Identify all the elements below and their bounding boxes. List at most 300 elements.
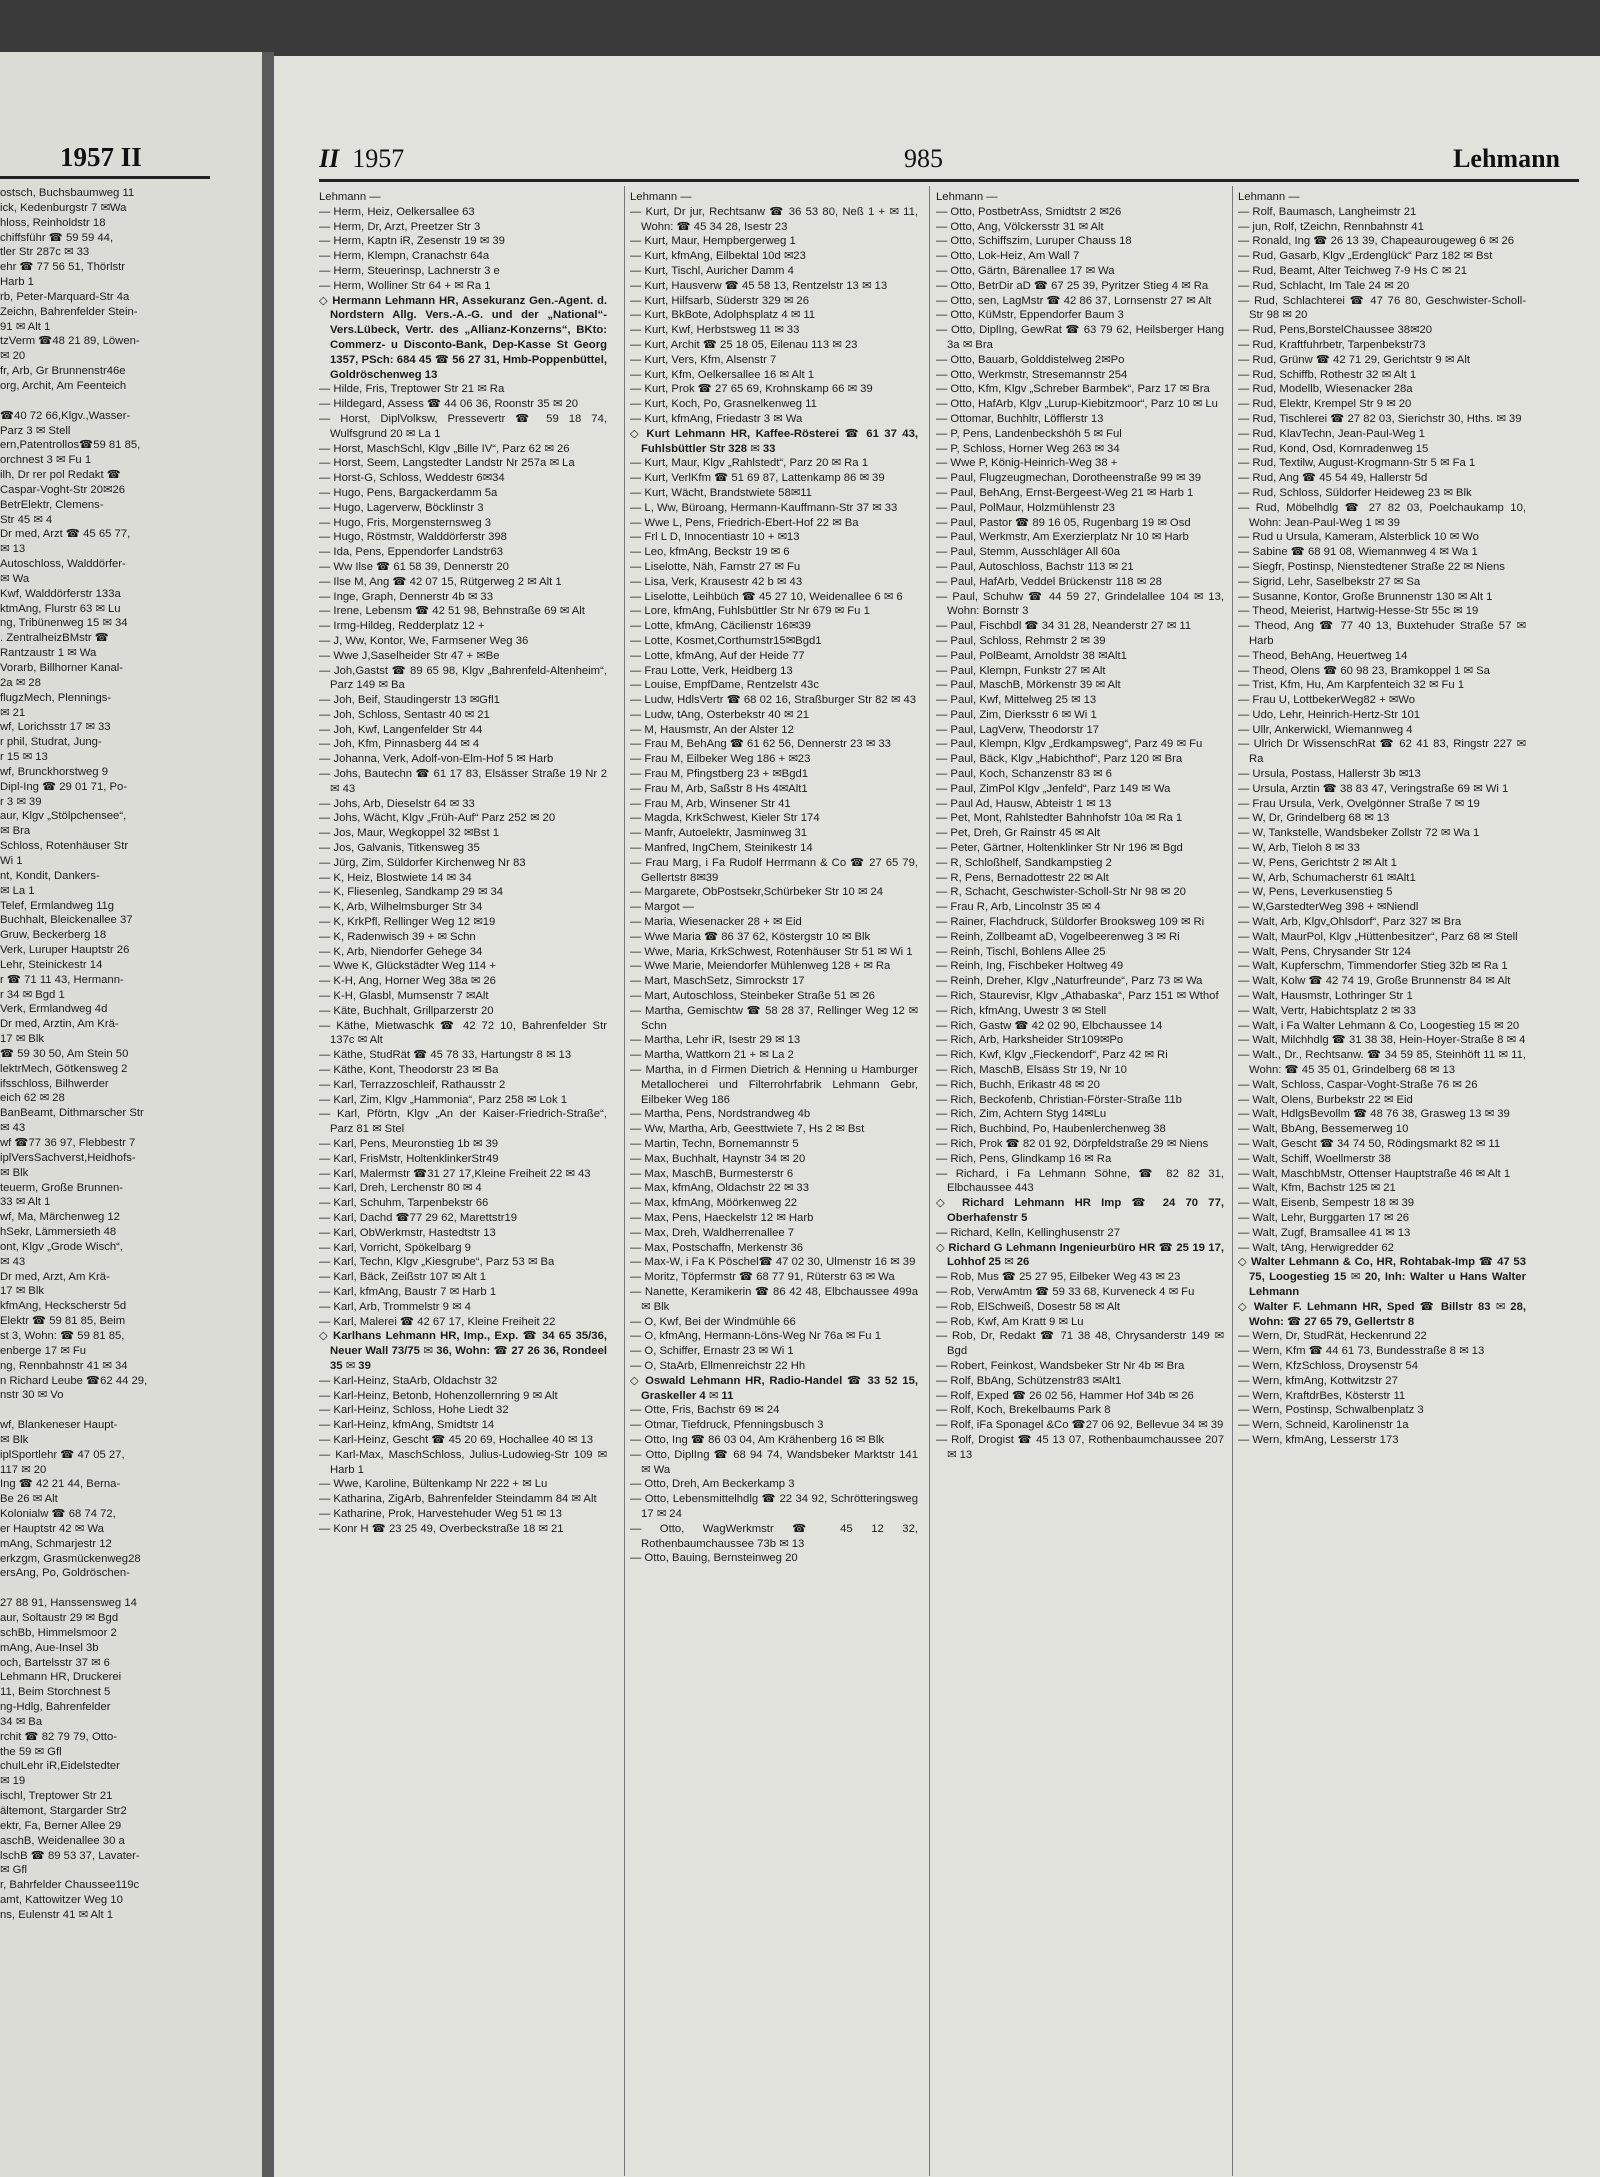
directory-entry: — Otto, BetrDir aD ☎ 67 25 39, Pyritzer Stieg 4 ✉ Ra	[936, 279, 1209, 292]
left-text-line: Str 45 ✉ 4	[0, 513, 53, 526]
directory-entry: — Louise, EmpfDame, Rentzelstr 43c	[630, 679, 819, 692]
directory-entry: — Martha, in d Firmen Dietrich & Henning u Hamburger Metallocherei und Filterrohrfabrik Lehmann Gebr, Eilbeker Weg 186	[630, 1064, 918, 1106]
directory-entry: ◇ Walter Lehmann & Co, HR, Rohtabak-Imp ☎ 47 53 75, Loogestieg 15 ✉ 20, Inh: Walter u Hans Walter Lehmann	[1238, 1256, 1526, 1298]
directory-entry: — Wern, KfzSchloss, Droysenstr 54	[1238, 1359, 1418, 1372]
directory-entry: — Herm, Klempn, Cranachstr 64a	[319, 250, 490, 263]
directory-entry: — Karl, Arb, Trommelstr 9 ✉ 4	[319, 1300, 471, 1313]
directory-entry: — Frau M, Pfingstberg 23 + ✉Bgd1	[630, 768, 809, 781]
directory-entry: — Otto, Kfm, Klgv „Schreber Barmbek“, Parz 17 ✉ Bra	[936, 383, 1210, 396]
left-text-line: Ing ☎ 42 21 44, Berna-	[0, 1478, 121, 1491]
directory-entry: — Walt, Hausmstr, Lothringer Str 1	[1238, 990, 1413, 1003]
listing-column-4	[1238, 190, 1526, 1448]
directory-entry: — Karl, ObWerkmstr, Hastedtstr 13	[319, 1226, 496, 1239]
directory-entry: — Horst, DiplVolksw, Pressevertr ☎ 59 18 74, Wulfsgrund 20 ✉ La 1	[319, 412, 607, 440]
left-text-line: Caspar-Voght-Str 20✉26	[0, 483, 126, 496]
left-text-line: ältemont, Stargarder Str2	[0, 1804, 127, 1817]
directory-entry: — W, Pens, Leverkusenstieg 5	[1238, 886, 1393, 899]
left-text-line: org, Archit, Am Feenteich	[0, 379, 127, 392]
book-gutter	[262, 52, 274, 2177]
directory-entry: — Otto, Werkmstr, Stresemannstr 254	[936, 368, 1128, 381]
left-text-line: r ☎ 71 11 43, Hermann-	[0, 973, 124, 986]
left-text-line: fr, Arb, Gr Brunnenstr46e	[0, 365, 126, 378]
left-text-line: ✉ 13	[0, 543, 26, 556]
directory-entry: — Irmg-Hildeg, Redderplatz 12 +	[319, 620, 485, 633]
directory-entry: — Karl, Dachd ☎77 29 62, Marettstr19	[319, 1211, 518, 1224]
directory-entry: — Rolf, iFa Sponagel &Co ☎27 06 92, Bellevue 34 ✉ 39	[936, 1419, 1224, 1432]
left-text-line: hSekr, Lämmersieth 48	[0, 1226, 117, 1239]
directory-entry: — Frau M, Eilbeker Weg 186 + ✉23	[630, 753, 811, 766]
directory-entry: — Paul, Schloss, Rehmstr 2 ✉ 39	[936, 634, 1106, 647]
directory-entry: — Johs, Bautechn ☎ 61 17 83, Elsässer Straße 19 Nr 2 ✉ 43	[319, 768, 607, 795]
left-text-line: . ZentralheizBMstr ☎	[0, 632, 109, 645]
directory-entry: — Kurt, Kwf, Herbstsweg 11 ✉ 33	[630, 324, 800, 337]
left-text-line: Autoschloss, Walddörfer-	[0, 558, 126, 571]
directory-entry: — Wern, Kfm ☎ 44 61 73, Bundesstraße 8 ✉ 13	[1238, 1345, 1485, 1358]
directory-entry: — Paul, LagVerw, Theodorstr 17	[936, 723, 1100, 736]
directory-entry: — Kurt, kfmAng, Friedastr 3 ✉ Wa	[630, 412, 803, 425]
directory-entry: — Wern, Schneid, Karolinenstr 1a	[1238, 1419, 1409, 1432]
running-surname: Lehmann	[1453, 144, 1560, 173]
directory-entry: — Otto, Dreh, Am Beckerkamp 3	[630, 1478, 795, 1491]
directory-entry: — Rob, Mus ☎ 25 27 95, Eilbeker Weg 43 ✉ 23	[936, 1271, 1181, 1284]
left-text-line: ✉ La 1	[0, 884, 35, 897]
directory-entry: — Paul, Flugzeugmechan, Dorotheenstraße 99 ✉ 39	[936, 472, 1202, 485]
directory-entry: — Sabine ☎ 68 91 08, Wiemannweg 4 ✉ Wa 1	[1238, 546, 1478, 559]
directory-entry: — Walt, Zugf, Bramsallee 41 ✉ 13	[1238, 1226, 1411, 1239]
left-text-line: Telef, Ermlandweg 11g	[0, 899, 115, 912]
left-text-line: nstr 30 ✉ Vo	[0, 1389, 64, 1402]
directory-entry: — Udo, Lehr, Heinrich-Hertz-Str 101	[1238, 708, 1421, 721]
left-text-line: Kwf, Walddörferstr 133a	[0, 587, 121, 600]
directory-entry: — Karl, Dreh, Lerchenstr 80 ✉ 4	[319, 1182, 482, 1195]
directory-entry: — R, Pens, Bernadottestr 22 ✉ Alt	[936, 871, 1109, 884]
directory-entry: — Kurt, Hausverw ☎ 45 58 13, Rentzelstr 13 ✉ 13	[630, 279, 888, 292]
directory-entry: — Ottomar, Buchhltr, Löfflerstr 13	[936, 412, 1104, 425]
directory-entry: — Richard, i Fa Lehmann Söhne, ☎ 82 82 31, Elbchaussee 443	[936, 1167, 1224, 1195]
directory-entry: — Theod, BehAng, Heuertweg 14	[1238, 649, 1408, 662]
directory-entry: — Rud, Tischlerei ☎ 27 82 03, Sierichstr 30, Hths. ✉ 39	[1238, 412, 1522, 425]
directory-entry: — Otto, Ang, Völckersstr 31 ✉ Alt	[936, 220, 1104, 233]
column-head: Lehmann —	[319, 191, 381, 203]
directory-entry: — Johs, Wächt, Klgv „Früh-Auf“ Parz 252 ✉ 20	[319, 812, 556, 825]
directory-entry: — Paul, BehAng, Ernst-Bergeest-Weg 21 ✉ Harb 1	[936, 486, 1194, 499]
left-page-header: 1957 II	[60, 142, 142, 172]
directory-entry: — W, Arb, Schumacherstr 61 ✉Alt1	[1238, 871, 1416, 884]
left-text-line: och, Bartelsstr 37 ✉ 6	[0, 1656, 110, 1669]
left-text-line: 2a ✉ 28	[0, 676, 41, 689]
year: 1957	[352, 144, 405, 173]
directory-entry: — Otto, Gärtn, Bärenallee 17 ✉ Wa	[936, 264, 1115, 277]
directory-entry: — Frau Lotte, Verk, Heidberg 13	[630, 664, 793, 677]
left-text-line: Rantzaustr 1 ✉ Wa	[0, 647, 97, 660]
directory-entry: — Wwe Marie, Meiendorfer Mühlenweg 128 + ✉ Ra	[630, 960, 891, 973]
directory-entry: — Irene, Lebensm ☎ 42 51 98, Behnstraße 69 ✉ Alt	[319, 605, 585, 618]
left-text-line: rchit ☎ 82 79 79, Otto-	[0, 1730, 118, 1743]
directory-entry: — Manfred, IngChem, Steinikestr 14	[630, 842, 813, 855]
directory-entry: — Johs, Arb, Dieselstr 64 ✉ 33	[319, 797, 475, 810]
left-text-line: Verk, Luruper Hauptstr 26	[0, 944, 130, 957]
left-page-text	[0, 186, 208, 1923]
directory-entry: — Rud, Möbelhdlg ☎ 27 82 03, Poelchaukamp 10, Wohn: Jean-Paul-Weg 1 ✉ 39	[1238, 501, 1526, 529]
left-text-line: Parz 3 ✉ Stell	[0, 424, 71, 437]
directory-entry: — Karl, kfmAng, Baustr 7 ✉ Harb 1	[319, 1285, 497, 1298]
left-text-line: ✉ 19	[0, 1775, 26, 1788]
directory-entry: — Frau M, Arb, Saßstr 8 Hs 4✉Alt1	[630, 782, 808, 795]
left-text-line: 17 ✉ Blk	[0, 1033, 45, 1046]
directory-entry: — Lotte, Kosmet,Corthumstr15✉Bgd1	[630, 634, 822, 647]
directory-entry: — Reinh, Dreher, Klgv „Naturfreunde“, Parz 73 ✉ Wa	[936, 975, 1203, 988]
left-text-line: chulLehr iR,Eidelstedter	[0, 1760, 120, 1773]
column-head: Lehmann —	[936, 191, 998, 203]
directory-entry: — Otto, Lok-Heiz, Am Wall 7	[936, 250, 1080, 263]
directory-entry: — Walt, Vertr, Habichtsplatz 2 ✉ 33	[1238, 1004, 1416, 1017]
directory-entry: — Paul, PolMaur, Holzmühlenstr 23	[936, 501, 1115, 514]
directory-entry: — K, Radenwisch 39 + ✉ Schn	[319, 930, 476, 943]
left-text-line: r phil, Studrat, Jung-	[0, 736, 102, 749]
left-text-line: Lehr, Steinickestr 14	[0, 958, 103, 971]
directory-entry: — Robert, Feinkost, Wandsbeker Str Nr 4b ✉ Bra	[936, 1359, 1185, 1372]
directory-entry: — Walt, Olens, Burbekstr 22 ✉ Eid	[1238, 1093, 1413, 1106]
directory-entry: — Joh, Schloss, Sentastr 40 ✉ 21	[319, 708, 490, 721]
directory-entry: — Moritz, Töpfermstr ☎ 68 77 91, Rüterstr 63 ✉ Wa	[630, 1271, 895, 1284]
directory-entry: — Käthe, StudRät ☎ 45 78 33, Hartungstr 8 ✉ 13	[319, 1049, 572, 1062]
directory-entry: — Kurt, Archit ☎ 25 18 05, Eilenau 113 ✉ 23	[630, 338, 858, 351]
left-text-line: ✉ Blk	[0, 1433, 29, 1446]
left-text-line: ✉ Blk	[0, 1166, 29, 1179]
left-text-line: ischl, Treptower Str 21	[0, 1790, 113, 1803]
directory-entry: — Kurt, Kfm, Oelkersallee 16 ✉ Alt 1	[630, 368, 815, 381]
directory-entry: — Walt, Schiff, Woellmerstr 38	[1238, 1152, 1391, 1165]
directory-entry: — Karl, Terrazzoschleif, Rathausstr 2	[319, 1078, 506, 1091]
directory-entry: — Rud, Beamt, Alter Teichweg 7-9 Hs C ✉ 21	[1238, 264, 1468, 277]
left-text-line: ☎40 72 66,Klgv.,Wasser-	[0, 409, 131, 422]
directory-entry: — Ursula, Arztin ☎ 38 83 47, Veringstraße 69 ✉ Wi 1	[1238, 782, 1509, 795]
directory-entry: — Joh, Kfm, Pinnasberg 44 ✉ 4	[319, 738, 480, 751]
left-text-line: ✉ 43	[0, 1255, 26, 1268]
directory-entry: ◇ Hermann Lehmann HR, Assekuranz Gen.-Agent. d. Nordstern Allg. Vers.-A.-G. und der „National“-Vers.Lübeck, Vertr. des „Allianz-Konzerns“, BKto: Commerz- u Disconto-Bank, Dep-Kasse St Georg 1357, PSch: 684 45 ☎ 56 27 31, Hmb-Poppenbüttel, Goldröschenweg 13	[319, 294, 607, 381]
left-text-line: rb, Peter-Marquard-Str 4a	[0, 290, 130, 303]
directory-entry: — Rob, VerwAmtm ☎ 59 33 68, Kurveneck 4 ✉ Fu	[936, 1285, 1195, 1298]
left-text-line: BanBeamt, Dithmarscher Str	[0, 1107, 144, 1120]
directory-entry: — Kurt, Tischl, Auricher Damm 4	[630, 264, 794, 277]
directory-entry: — Walt, Arb, Klgv„Ohlsdorf“, Parz 327 ✉ Bra	[1238, 916, 1462, 929]
directory-entry: — Käthe, Kont, Theodorstr 23 ✉ Ba	[319, 1064, 499, 1077]
directory-entry: — Kurt, Maur, Hempbergerweg 1	[630, 235, 796, 248]
directory-entry: — Rich, MaschB, Elsäss Str 19, Nr 10	[936, 1064, 1127, 1077]
left-text-line: iplVersSachverst,Heidhofs-	[0, 1151, 136, 1164]
directory-entry: — Walt, Lehr, Burggarten 17 ✉ 26	[1238, 1211, 1410, 1224]
directory-entry: — J, Ww, Kontor, We, Farmsener Weg 36	[319, 634, 529, 647]
directory-entry: — Rob, Dr, Redakt ☎ 71 38 48, Chrysanderstr 149 ✉ Bgd	[936, 1330, 1224, 1358]
directory-entry: — Ww Ilse ☎ 61 58 39, Dennerstr 20	[319, 560, 509, 573]
directory-entry: — Kurt, VerlKfm ☎ 51 69 87, Lattenkamp 86 ✉ 39	[630, 472, 885, 485]
directory-entry: — Paul Ad, Hausw, Abteistr 1 ✉ 13	[936, 797, 1112, 810]
left-text-line: wf, Blankeneser Haupt-	[0, 1419, 118, 1432]
left-text-line: wf, Lorichsstr 17 ✉ 33	[0, 721, 111, 734]
directory-entry: — Otto, DiplIng, GewRat ☎ 63 79 62, Heilsberger Hang 3a ✉ Bra	[936, 324, 1224, 351]
left-text-line	[0, 1403, 208, 1418]
directory-entry: — Paul, Klempn, Klgv „Erdkampsweg“, Parz 49 ✉ Fu	[936, 738, 1203, 751]
left-text-line: erkzgm, Grasmückenweg28	[0, 1552, 141, 1565]
left-text-line: Dr med, Arzt ☎ 45 65 77,	[0, 528, 131, 541]
directory-entry: — K, Arb, Niendorfer Gehege 34	[319, 945, 483, 958]
directory-entry: — Wwe P, König-Heinrich-Weg 38 +	[936, 457, 1118, 470]
left-text-line: ng, Tribünenweg 15 ✉ 34	[0, 617, 128, 630]
directory-entry: — W, Dr, Grindelberg 68 ✉ 13	[1238, 812, 1390, 825]
directory-entry: — Jos, Maur, Wegkoppel 32 ✉Bst 1	[319, 827, 500, 840]
directory-entry: — Otto, PostbetrAss, Smidtstr 2 ✉26	[936, 205, 1122, 218]
column-divider	[624, 186, 625, 2176]
left-text-line: Vorarb, Billhorner Kanal-	[0, 662, 124, 674]
left-text-line: amt, Kattowitzer Weg 10	[0, 1894, 123, 1907]
left-text-line: iplSportlehr ☎ 47 05 27,	[0, 1448, 125, 1461]
directory-entry: — Martha, Gemischtw ☎ 58 28 37, Rellinger Weg 12 ✉ Schn	[630, 1004, 918, 1032]
directory-entry: — Lore, kfmAng, Fuhlsbüttler Str Nr 679 ✉ Fu 1	[630, 605, 870, 618]
left-text-line: 17 ✉ Blk	[0, 1285, 45, 1298]
left-text-line: hloss, Reinholdstr 18	[0, 216, 106, 229]
directory-entry: — Otto, sen, LagMstr ☎ 42 86 37, Lornsenstr 27 ✉ Alt	[936, 294, 1212, 307]
left-text-line: Dr med, Arztin, Am Krä-	[0, 1018, 119, 1031]
left-text-line: ifsschloss, Bilhwerder	[0, 1077, 109, 1090]
directory-entry: — Lisa, Verk, Krausestr 42 b ✉ 43	[630, 575, 803, 588]
directory-entry: — Paul, Autoschloss, Bachstr 113 ✉ 21	[936, 560, 1134, 573]
left-text-line: st 3, Wohn: ☎ 59 81 85,	[0, 1329, 125, 1342]
directory-entry: — Walt, tAng, Herwigredder 62	[1238, 1241, 1394, 1254]
directory-entry: — K-H, Ang, Horner Weg 38a ✉ 26	[319, 975, 496, 988]
left-text-line: ersAng, Po, Goldröschen-	[0, 1567, 130, 1580]
directory-entry: — O, kfmAng, Hermann-Löns-Weg Nr 76a ✉ Fu 1	[630, 1330, 881, 1343]
left-text-line: lschB ☎ 89 53 37, Lavater-	[0, 1849, 140, 1862]
directory-entry: — Rud, Textilw, August-Krogmann-Str 5 ✉ Fa 1	[1238, 457, 1476, 470]
directory-entry: — Rich, Beckofenb, Christian-Förster-Straße 11b	[936, 1093, 1182, 1106]
directory-entry: — Hugo, Lagerverw, Böcklinstr 3	[319, 501, 484, 514]
left-text-line: ns, Eulenstr 41 ✉ Alt 1	[0, 1908, 114, 1921]
left-text-line: r, Bahrfelder Chaussee119c	[0, 1879, 140, 1892]
directory-entry: ◇ Richard G Lehmann Ingenieurbüro HR ☎ 25 19 17, Lohhof 25 ✉ 26	[936, 1241, 1224, 1269]
left-text-line: BetrElektr, Clemens-	[0, 498, 104, 511]
left-text-line: enberge 17 ✉ Fu	[0, 1344, 87, 1357]
directory-entry: — Joh,Gastst ☎ 89 65 98, Klgv „Bahrenfeld-Altenheim“, Parz 149 ✉ Ba	[319, 664, 607, 692]
directory-entry: — Theod, Olens ☎ 60 98 23, Bramkoppel 1 ✉ Sa	[1238, 664, 1490, 677]
directory-entry: — Frau U, LottbekerWeg82 + ✉Wo	[1238, 694, 1416, 707]
directory-entry: — Rud, Pens,BorstelChaussee 38✉20	[1238, 324, 1433, 337]
directory-entry: — Rolf, Exped ☎ 26 02 56, Hammer Hof 34b ✉ 26	[936, 1389, 1194, 1402]
left-text-line: ektr, Fa, Berner Allee 29	[0, 1819, 122, 1832]
page-number: 985	[904, 144, 943, 173]
directory-entry: — R, Schacht, Geschwister-Scholl-Str Nr 98 ✉ 20	[936, 886, 1186, 899]
directory-entry: — Wern, KraftdrBes, Kösterstr 11	[1238, 1389, 1406, 1402]
left-text-line: ern,Patentrollos☎59 81 85,	[0, 439, 141, 452]
directory-entry: — Paul, Schuhw ☎ 44 59 27, Grindelallee 104 ✉ 13, Wohn: Bornstr 3	[936, 590, 1224, 618]
directory-entry: ◇ Oswald Lehmann HR, Radio-Handel ☎ 33 52 15, Graskeller 4 ✉ 11	[630, 1374, 918, 1402]
directory-entry: — Rich, Arb, Harksheider Str109✉Po	[936, 1034, 1124, 1047]
left-text-line	[0, 1581, 208, 1596]
directory-entry: — Walt, MaurPol, Klgv „Hüttenbesitzer“, Parz 68 ✉ Stell	[1238, 930, 1518, 943]
left-text-line: 27 88 91, Hanssensweg 14	[0, 1597, 137, 1610]
directory-entry: — Frl L D, Innocentiastr 10 + ✉13	[630, 531, 800, 544]
directory-entry: — Margot —	[630, 901, 695, 914]
directory-entry: — Karl, Schuhm, Tarpenbekstr 66	[319, 1197, 489, 1210]
left-text-line: nt, Kondit, Dankers-	[0, 869, 100, 882]
directory-entry: — Ronald, Ing ☎ 26 13 39, Chapeaurougeweg 6 ✉ 26	[1238, 235, 1515, 248]
directory-entry: — Wwe, Maria, KrkSchwest, Rotenhäuser Str 51 ✉ Wi 1	[630, 945, 913, 958]
left-text-line: aur, Klgv „Stölpchensee“,	[0, 810, 127, 823]
directory-entry: — Karl, Pens, Meuronstieg 1b ✉ 39	[319, 1138, 499, 1150]
directory-entry: ◇ Walter F. Lehmann HR, Sped ☎ Billstr 83 ✉ 28, Wohn: ☎ 27 65 79, Gellertstr 8	[1238, 1300, 1526, 1328]
directory-entry: — Rud, Elektr, Krempel Str 9 ✉ 20	[1238, 398, 1412, 411]
directory-entry: — W, Tankstelle, Wandsbeker Zollstr 72 ✉ Wa 1	[1238, 827, 1480, 840]
directory-entry: — Leo, kfmAng, Beckstr 19 ✉ 6	[630, 546, 790, 559]
directory-entry: — Max, Postschaffn, Merkenstr 36	[630, 1241, 804, 1254]
left-text-line: chiffsführ ☎ 59 59 44,	[0, 231, 114, 244]
directory-entry: — Walt., Dr., Rechtsanw. ☎ 34 59 85, Steinhöft 11 ✉ 11, Wohn: ☎ 45 35 01, Grindelberg 68 ✉ 13	[1238, 1049, 1526, 1077]
directory-entry: — Kurt, BkBote, Adolphsplatz 4 ✉ 11	[630, 309, 816, 322]
directory-entry: — Rolf, Drogist ☎ 45 13 07, Rothenbaumchaussee 207 ✉ 13	[936, 1433, 1224, 1461]
directory-entry: — O, Schiffer, Ernastr 23 ✉ Wi 1	[630, 1345, 794, 1358]
left-text-line: ehr ☎ 77 56 51, Thörlstr	[0, 261, 126, 274]
directory-entry: — Karl-Heinz, kfmAng, Smidtstr 14	[319, 1419, 495, 1432]
directory-entry: — Herm, Heiz, Oelkersallee 63	[319, 205, 475, 218]
directory-entry: — Rich, Buchh, Erikastr 48 ✉ 20	[936, 1078, 1100, 1091]
directory-entry: — Frau R, Arb, Lincolnstr 35 ✉ 4	[936, 901, 1101, 914]
directory-entry: — Mart, MaschSetz, Simrockstr 17	[630, 975, 805, 988]
directory-entry: — Horst-G, Schloss, Weddestr 6✉34	[319, 472, 505, 485]
directory-entry: — Paul, Werkmstr, Am Exerzierplatz Nr 10 ✉ Harb	[936, 531, 1189, 544]
directory-entry: — Paul, PolBeamt, Arnoldstr 38 ✉Alt1	[936, 649, 1127, 662]
directory-entry: — Rud, Modellb, Wiesenacker 28a	[1238, 383, 1413, 396]
left-text-line: ick, Kedenburgstr 7 ✉Wa	[0, 201, 127, 214]
directory-entry: — Käte, Buchhalt, Grillparzerstr 20	[319, 1004, 494, 1017]
listing-column-3	[936, 190, 1224, 1463]
directory-entry: — Hildegard, Assess ☎ 44 06 36, Roonstr 35 ✉ 20	[319, 398, 579, 411]
directory-entry: — Rob, ElSchweiß, Dosestr 58 ✉ Alt	[936, 1300, 1121, 1313]
directory-entry: — Rud, Kraftfuhrbetr, Tarpenbekstr73	[1238, 338, 1426, 351]
directory-entry: — Rolf, BbAng, Schützenstr83 ✉Alt1	[936, 1374, 1122, 1387]
directory-entry: — Joh, Beif, Staudingerstr 13 ✉Gfl1	[319, 694, 500, 707]
directory-entry: — Rud, Kond, Osd, Kornradenweg 15	[1238, 442, 1429, 455]
directory-entry: — P, Schloss, Horner Weg 263 ✉ 34	[936, 442, 1120, 455]
directory-entry: — Paul, Fischbdl ☎ 34 31 28, Neanderstr 27 ✉ 11	[936, 620, 1192, 633]
directory-entry: — Ludw, HdlsVertr ☎ 68 02 16, Straßburger Str 82 ✉ 43	[630, 694, 917, 707]
directory-entry: — Rob, Kwf, Am Kratt 9 ✉ Lu	[936, 1315, 1084, 1328]
directory-entry: — Otto, Bauarb, Golddistelweg 2✉Po	[936, 353, 1125, 366]
directory-entry: — Katharina, ZigArb, Bahrenfelder Steindamm 84 ✉ Alt	[319, 1493, 597, 1506]
directory-entry: — Rud, Grünw ☎ 42 71 29, Gerichtstr 9 ✉ Alt	[1238, 353, 1470, 366]
left-text-line: 34 ✉ Ba	[0, 1715, 43, 1728]
directory-entry: — Walt, MaschbMstr, Ottenser Hauptstraße 46 ✉ Alt 1	[1238, 1167, 1511, 1180]
left-text-line: ✉ Gfl	[0, 1864, 28, 1877]
directory-entry: — Joh, Kwf, Langenfelder Str 44	[319, 723, 483, 736]
directory-entry: — Reinh, Tischl, Bohlens Allee 25	[936, 945, 1106, 958]
directory-entry: — Ww, Martha, Arb, Geesttwiete 7, Hs 2 ✉ Bst	[630, 1123, 865, 1136]
directory-entry: — Walt, Eisenb, Sempestr 18 ✉ 39	[1238, 1197, 1415, 1210]
directory-entry: — Rud u Ursula, Kameram, Alsterblick 10 ✉ Wo	[1238, 531, 1479, 544]
directory-entry: — Liselotte, Leihbüch ☎ 45 27 10, Weidenallee 6 ✉ 6	[630, 590, 903, 603]
left-text-line: Gruw, Beckerberg 18	[0, 929, 107, 942]
column-divider	[1232, 186, 1233, 2176]
directory-entry: ◇ Richard Lehmann HR Imp ☎ 24 70 77, Oberhafenstr 5	[936, 1197, 1224, 1224]
left-text-line: tzVerm ☎48 21 89, Löwen-	[0, 335, 140, 348]
directory-entry: — Kurt, Maur, Klgv „Rahlstedt“, Parz 20 ✉ Ra 1	[630, 457, 869, 470]
directory-entry: — Mart, Autoschloss, Steinbeker Straße 51 ✉ 26	[630, 990, 875, 1003]
left-text-line: ✉ Bra	[0, 825, 31, 838]
directory-entry: — Paul, HafArb, Veddel Brückenstr 118 ✉ 28	[936, 575, 1162, 588]
left-text-line: n Richard Leube ☎62 44 29,	[0, 1374, 148, 1387]
left-text-line: mAng, Schmarjestr 12	[0, 1537, 112, 1550]
directory-entry: — Karl-Heinz, StaArb, Oldachstr 32	[319, 1374, 498, 1387]
directory-entry: — Johanna, Verk, Adolf-von-Elm-Hof 5 ✉ Harb	[319, 753, 554, 766]
directory-entry: — Frau Ursula, Verk, Ovelgönner Straße 7 ✉ 19	[1238, 797, 1480, 810]
directory-entry: — Paul, Kwf, Mittelweg 25 ✉ 13	[936, 694, 1097, 707]
directory-entry: — Karl-Heinz, Schloss, Hohe Liedt 32	[319, 1404, 509, 1417]
directory-entry: — Rolf, Koch, Brekelbaums Park 8	[936, 1404, 1111, 1417]
directory-entry: — L, Ww, Büroang, Hermann-Kauffmann-Str 37 ✉ 33	[630, 501, 898, 514]
directory-entry: — Theod, Ang ☎ 77 40 13, Buxtehuder Straße 57 ✉ Harb	[1238, 620, 1526, 647]
left-text-line: kfmAng, Heckscherstr 5d	[0, 1300, 127, 1313]
directory-entry: — Max, Buchhalt, Haynstr 34 ✉ 20	[630, 1152, 806, 1165]
directory-entry: — Siegfr, Postinsp, Nienstedtener Straße 22 ✉ Niens	[1238, 560, 1505, 573]
left-text-line: wf, Ma, Märchenweg 12	[0, 1211, 120, 1224]
left-text-line: Verk, Ermlandweg 4d	[0, 1003, 108, 1016]
directory-entry: — Käthe, Mietwaschk ☎ 42 72 10, Bahrenfelder Str 137c ✉ Alt	[319, 1019, 607, 1047]
directory-entry: — Reinh, Zollbeamt aD, Vogelbeerenweg 3 ✉ Ri	[936, 930, 1180, 943]
directory-entry: — Otto, Ing ☎ 86 03 04, Am Krähenberg 16 ✉ Blk	[630, 1433, 885, 1446]
directory-entry: — Rud, Schlacht, Im Tale 24 ✉ 20	[1238, 279, 1410, 292]
directory-entry: — Susanne, Kontor, Große Brunnenstr 130 ✉ Alt 1	[1238, 590, 1493, 603]
directory-entry: — Jürg, Zim, Süldorfer Kirchenweg Nr 83	[319, 856, 526, 869]
directory-entry: — Lotte, kfmAng, Auf der Heide 77	[630, 649, 805, 662]
directory-entry: — Wern, Dr, StudRät, Heckenrund 22	[1238, 1330, 1427, 1343]
directory-entry: — Otmar, Tiefdruck, Pfenningsbusch 3	[630, 1419, 824, 1432]
directory-entry: — Hugo, Pens, Bargackerdamm 5a	[319, 486, 498, 499]
directory-entry: — Trist, Kfm, Hu, Am Karpfenteich 32 ✉ Fu 1	[1238, 679, 1465, 692]
directory-entry: — Frau Marg, i Fa Rudolf Herrmann & Co ☎ 27 65 79, Gellertstr 8✉39	[630, 856, 918, 884]
left-text-line: r 34 ✉ Bgd 1	[0, 988, 65, 1001]
directory-entry: — Kurt, Prok ☎ 27 65 69, Krohnskamp 66 ✉ 39	[630, 383, 873, 396]
directory-entry: — Karl, Zim, Klgv „Hammonia“, Parz 258 ✉ Lok 1	[319, 1093, 568, 1106]
directory-entry: — Paul, Pastor ☎ 89 16 05, Rugenbarg 19 ✉ Osd	[936, 516, 1191, 529]
directory-entry: — Frau M, BehAng ☎ 61 62 56, Dennerstr 23 ✉ 33	[630, 738, 891, 751]
left-text-line: ilh, Dr rer pol Redakt ☎	[0, 469, 121, 482]
directory-entry: — Max, kfmAng, Oldachstr 22 ✉ 33	[630, 1182, 809, 1195]
directory-entry: — Otte, Fris, Bachstr 69 ✉ 24	[630, 1404, 780, 1417]
directory-entry: — Rud, Schloss, Süldorfer Heideweg 23 ✉ Blk	[1238, 486, 1472, 499]
directory-entry: — Rich, Buchbind, Po, Haubenlerchenweg 38	[936, 1123, 1166, 1136]
directory-entry: — Otto, Lebensmittelhdlg ☎ 22 34 92, Schrötteringsweg 17 ✉ 24	[630, 1493, 918, 1520]
left-text-line: Zeichn, Bahrenfelder Stein-	[0, 305, 138, 318]
directory-entry: — Herm, Dr, Arzt, Preetzer Str 3	[319, 220, 481, 233]
directory-entry: — Paul, MaschB, Mörkenstr 39 ✉ Alt	[936, 679, 1121, 692]
directory-entry: — Ulrich Dr WissenschRat ☎ 62 41 83, Ringstr 227 ✉ Ra	[1238, 738, 1526, 766]
left-text-line: ✉ 21	[0, 706, 26, 719]
left-text-line: ✉ 43	[0, 1122, 26, 1135]
directory-entry: — Karl-Max, MaschSchloss, Julius-Ludowieg-Str 109 ✉ Harb 1	[319, 1448, 607, 1476]
directory-entry: — Karl, Malermstr ☎31 27 17,Kleine Freiheit 22 ✉ 43	[319, 1167, 591, 1180]
directory-entry: — Paul, Bäck, Klgv „Habichthof“, Parz 120 ✉ Bra	[936, 753, 1183, 766]
directory-entry: — Walt, Pens, Chrysander Str 124	[1238, 945, 1411, 958]
directory-entry: ◇ Karlhans Lehmann HR, Imp., Exp. ☎ 34 65 35/36, Neuer Wall 73/75 ✉ 36, Wohn: ☎ 27 26 36, Rondeel 35 ✉ 39	[319, 1330, 607, 1372]
left-text-line: flugzMech, Plennings-	[0, 691, 112, 704]
left-text-line: 33 ✉ Alt 1	[0, 1196, 51, 1209]
volume-roman: II	[319, 144, 340, 173]
directory-page	[274, 56, 1600, 2177]
left-text-line: teuerm, Große Brunnen-	[0, 1181, 124, 1194]
directory-entry: — Otto, WagWerkmstr ☎ 45 12 32, Rothenbaumchaussee 73b ✉ 13	[630, 1522, 918, 1550]
directory-entry: — Hugo, Fris, Morgensternsweg 3	[319, 516, 492, 529]
directory-entry: — Kurt, Koch, Po, Grasnelkenweg 11	[630, 398, 817, 411]
directory-entry: — Richard, Kelln, Kellinghusenstr 27	[936, 1226, 1120, 1239]
directory-entry: — Rich, Pens, Glindkamp 16 ✉ Ra	[936, 1152, 1112, 1165]
